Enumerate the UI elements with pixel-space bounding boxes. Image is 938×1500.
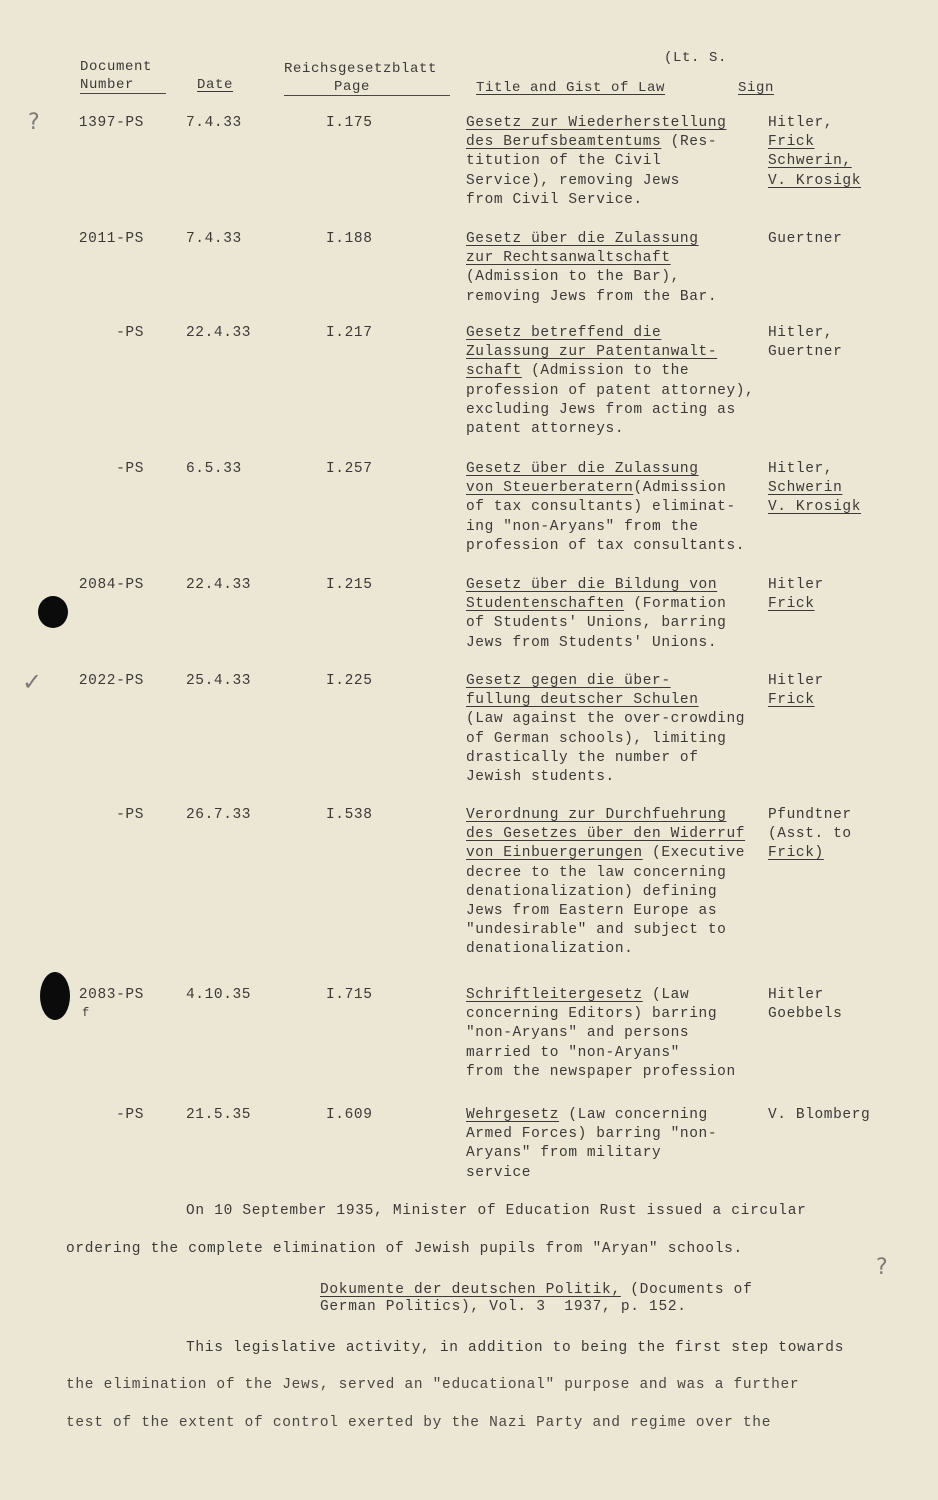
signatory: Guertner — [768, 231, 843, 247]
law-date: 22.4.33 — [186, 577, 252, 593]
law-gist-line: Jews from Eastern Europe as — [466, 903, 718, 920]
signatory: Frick — [768, 134, 815, 151]
law-gist-line: of Students' Unions, barring — [466, 615, 727, 632]
law-title-line — [466, 114, 766, 133]
law-gist-line: titution of the Civil — [466, 153, 662, 170]
law-german-title: fullung deutscher Schulen — [466, 692, 699, 709]
signatory: (Asst. to — [768, 826, 852, 843]
law-gist-line: Jewish students. — [466, 769, 615, 786]
law-title-line — [466, 460, 766, 479]
law-title-gist — [466, 986, 766, 1082]
signatory: Hitler, — [768, 115, 834, 131]
law-gist-line: ing "non-Aryans" from the — [466, 518, 699, 535]
header-number-rule — [80, 93, 166, 94]
signatory: Goebbels — [768, 1006, 843, 1023]
law-title-gist — [466, 324, 766, 439]
signatories — [768, 230, 938, 249]
law-gist-line: (Admission to the Bar), — [466, 269, 680, 286]
header-date: Date — [197, 77, 234, 93]
law-title-line — [466, 362, 766, 381]
law-title-line — [466, 844, 766, 863]
law-title-line — [466, 576, 766, 595]
law-german-title: Gesetz über die Zulassung — [466, 231, 699, 247]
law-title-line — [466, 324, 766, 343]
reichsgesetzblatt-page: I.215 — [326, 577, 373, 593]
margin-question-mark-right: ? — [876, 1255, 888, 1280]
law-title-line — [466, 479, 766, 498]
header-number: Number — [80, 77, 135, 93]
law-date: 7.4.33 — [186, 115, 242, 131]
law-date: 4.10.35 — [186, 987, 252, 1003]
header-page-rule — [284, 95, 450, 96]
law-gist-line: patent attorneys. — [466, 421, 625, 438]
law-gist-line: excluding Jews from acting as — [466, 401, 736, 418]
law-title-tail: (Admission — [633, 480, 727, 497]
law-german-title: schaft — [466, 363, 522, 380]
law-gist-line: of German schools), limiting — [466, 730, 727, 747]
signatories — [768, 324, 938, 362]
law-gist-line: Service), removing Jews — [466, 172, 680, 189]
law-gist-line: removing Jews from the Bar. — [466, 288, 718, 305]
signatory: V. Blomberg — [768, 1107, 871, 1123]
reichsgesetzblatt-page: I.609 — [326, 1107, 373, 1123]
reichsgesetzblatt-page: I.175 — [326, 115, 373, 131]
paragraph2-line3: test of the extent of control exerted by the Nazi Party and regime over the — [66, 1415, 772, 1431]
law-german-title: Verordnung zur Durchfuehrung — [466, 807, 727, 823]
law-title-line — [466, 825, 766, 844]
law-german-title: Gesetz betreffend die — [466, 325, 662, 341]
law-german-title: Zulassung zur Patentanwalt- — [466, 344, 718, 361]
law-title-tail: (Admission to the — [521, 363, 690, 380]
margin-check-mark: ✓ — [22, 668, 43, 696]
law-german-title: des Gesetzes über den Widerruf — [466, 826, 746, 843]
signatories — [768, 576, 938, 614]
law-german-title: von Steuerberatern — [466, 480, 634, 497]
law-title-tail: (Law — [642, 987, 690, 1003]
citation-rest: (Documents of — [620, 1282, 753, 1298]
signatory: Frick — [768, 596, 815, 613]
paragraph2-line2: the elimination of the Jews, served an "educational" purpose and was a further — [66, 1377, 800, 1393]
signatory: Hitler — [768, 673, 824, 689]
signatories — [768, 986, 938, 1024]
signatory: Frick — [768, 692, 815, 709]
reichsgesetzblatt-page: I.715 — [326, 987, 373, 1003]
law-title-gist — [466, 576, 766, 653]
law-title-tail: (Formation — [624, 596, 727, 613]
law-gist-line: Jews from Students' Unions. — [466, 634, 718, 651]
signatory: Hitler — [768, 987, 824, 1003]
header-reichsgesetzblatt: Reichsgesetzblatt — [284, 61, 438, 77]
law-german-title: Gesetz gegen die über- — [466, 673, 671, 689]
paragraph1-line1: On 10 September 1935, Minister of Education Rust issued a circular — [186, 1203, 807, 1219]
signatory: Schwerin — [768, 480, 843, 497]
law-german-title: von Einbuergerungen — [466, 845, 643, 862]
law-gist-line: drastically the number of — [466, 749, 699, 766]
law-title-gist — [466, 460, 766, 556]
signatory: Hitler — [768, 577, 824, 593]
law-german-title: Studentenschaften — [466, 596, 625, 613]
law-gist-line: decree to the law concerning — [466, 864, 727, 881]
signatory: Pfundtner — [768, 807, 852, 823]
law-german-title: Gesetz über die Bildung von — [466, 577, 718, 593]
margin-question-mark: ? — [28, 110, 40, 135]
law-gist-line: from the newspaper profession — [466, 1063, 736, 1080]
law-german-title: Gesetz zur Wiederherstellung — [466, 115, 727, 131]
paragraph1-line2: ordering the complete elimination of Jewish pupils from "Aryan" schools. — [66, 1241, 743, 1257]
law-german-title: zur Rechtsanwaltschaft — [466, 250, 671, 267]
document-number: 2011-PS — [78, 231, 144, 247]
law-gist-line: "undesirable" and subject to — [466, 922, 727, 939]
reichsgesetzblatt-page: I.257 — [326, 461, 373, 477]
reichsgesetzblatt-page: I.188 — [326, 231, 373, 247]
document-number: 2083-PS — [78, 987, 144, 1003]
law-gist-line: Armed Forces) barring "non- — [466, 1126, 718, 1143]
law-gist-line: (Law against the over-crowding — [466, 711, 746, 728]
law-german-title: des Berufsbeamtentums — [466, 134, 662, 151]
header-title-gist: Title and Gist of Law — [476, 80, 666, 96]
signatory: Hitler, — [768, 325, 834, 341]
law-date: 6.5.33 — [186, 461, 242, 477]
signatory: Hitler, — [768, 461, 834, 477]
law-title-gist — [466, 114, 766, 210]
signatories — [768, 460, 938, 518]
law-gist-line: of tax consultants) eliminat- — [466, 499, 736, 516]
law-title-line — [466, 986, 766, 1005]
citation — [320, 1280, 752, 1300]
reichsgesetzblatt-page: I.225 — [326, 673, 373, 689]
law-german-title: Wehrgesetz — [466, 1107, 560, 1123]
document-number: -PS — [116, 807, 144, 823]
ink-blot-1 — [38, 596, 68, 628]
law-date: 25.4.33 — [186, 673, 252, 689]
law-title-tail: (Res- — [661, 134, 718, 151]
law-german-title: Gesetz über die Zulassung — [466, 461, 699, 477]
law-date: 26.7.33 — [186, 807, 252, 823]
law-gist-line: profession of patent attorney), — [466, 382, 755, 399]
law-title-line — [466, 343, 766, 362]
law-title-line — [466, 806, 766, 825]
law-title-tail: (Law concerning — [559, 1107, 708, 1123]
signatory: Guertner — [768, 344, 843, 361]
header-corner-ref: (Lt. S. — [664, 50, 737, 66]
document-number: 2084-PS — [78, 577, 144, 593]
law-german-title: Schriftleitergesetz — [466, 987, 643, 1003]
law-gist-line: service — [466, 1164, 532, 1181]
document-number: 1397-PS — [78, 115, 144, 131]
law-title-line — [466, 672, 766, 691]
law-title-gist — [466, 806, 766, 960]
document-number: 2022-PS — [78, 673, 144, 689]
law-gist-line: married to "non-Aryans" — [466, 1044, 680, 1061]
law-title-line — [466, 230, 766, 249]
law-gist-line: profession of tax consultants. — [466, 537, 746, 554]
signatory: Schwerin, — [768, 153, 852, 170]
paragraph2-line1: This legislative activity, in addition to being the first step towards — [186, 1340, 845, 1356]
law-title-gist — [466, 1106, 766, 1183]
signatories — [768, 672, 938, 710]
law-date: 7.4.33 — [186, 231, 242, 247]
signatories — [768, 114, 938, 191]
law-title-line — [466, 595, 766, 614]
signatories — [768, 806, 938, 864]
reichsgesetzblatt-page: I.217 — [326, 325, 373, 341]
law-title-line — [466, 691, 766, 710]
header-document: Document — [80, 59, 153, 75]
signatory: V. Krosigk — [768, 499, 862, 516]
signatory: Frick) — [768, 845, 824, 862]
law-gist-line: "non-Aryans" and persons — [466, 1025, 690, 1042]
header-page: Page — [334, 79, 371, 95]
law-gist-line: denationalization. — [466, 941, 634, 958]
law-title-line — [466, 249, 766, 268]
document-number: -PS — [116, 325, 144, 341]
law-date: 22.4.33 — [186, 325, 252, 341]
law-gist-line: concerning Editors) barring — [466, 1006, 718, 1023]
law-title-tail: (Executive — [642, 845, 746, 862]
document-number: -PS — [116, 1107, 144, 1123]
signatory: V. Krosigk — [768, 172, 862, 189]
citation-title: Dokumente der deutschen Politik, — [320, 1282, 621, 1298]
reichsgesetzblatt-page: I.538 — [326, 807, 373, 823]
law-title-line — [466, 133, 766, 152]
signatories — [768, 1106, 938, 1125]
margin-note-f: f — [82, 1006, 90, 1020]
document-number: -PS — [116, 461, 144, 477]
law-date: 21.5.35 — [186, 1107, 252, 1123]
header-sign: Sign — [738, 80, 775, 96]
law-title-gist — [466, 672, 766, 787]
law-title-line — [466, 1106, 766, 1125]
law-gist-line: denationalization) defining — [466, 883, 718, 900]
law-title-gist — [466, 230, 766, 307]
law-gist-line: Aryans" from military — [466, 1145, 662, 1162]
citation-line2: German Politics), Vol. 3 1937, p. 152. — [320, 1299, 687, 1315]
law-gist-line: from Civil Service. — [466, 191, 643, 208]
